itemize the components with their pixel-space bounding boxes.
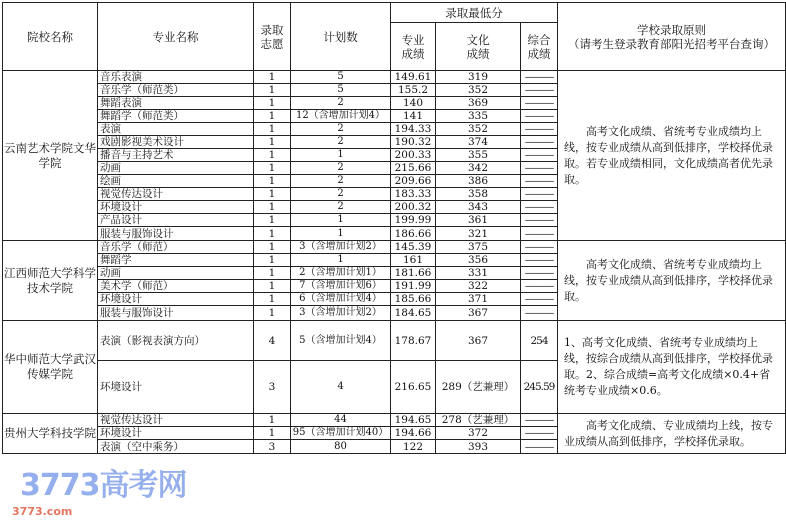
major-cell: 绘画 bbox=[98, 175, 254, 188]
pro-score-cell: 194.66 bbox=[391, 427, 436, 440]
culture-score-cell: 375 bbox=[436, 241, 521, 254]
school-name: 华中师范大学武汉传媒学院 bbox=[3, 321, 98, 414]
culture-score-cell: 321 bbox=[436, 227, 521, 241]
total-score-cell: ——— bbox=[521, 427, 558, 440]
plan-cell: 1 bbox=[291, 214, 391, 227]
pro-score-cell: 178.67 bbox=[391, 321, 436, 361]
plan-cell: 5 bbox=[291, 84, 391, 97]
total-score-cell: ——— bbox=[521, 201, 558, 214]
plan-cell: 7（含增加计划6） bbox=[291, 280, 391, 293]
pro-score-cell: 194.65 bbox=[391, 414, 436, 427]
choice-cell: 1 bbox=[254, 175, 291, 188]
total-score-cell: ——— bbox=[521, 267, 558, 280]
major-cell: 环境设计 bbox=[98, 293, 254, 306]
major-cell: 产品设计 bbox=[98, 214, 254, 227]
choice-cell: 1 bbox=[254, 241, 291, 254]
total-score-cell: ——— bbox=[521, 84, 558, 97]
pro-score-cell: 181.66 bbox=[391, 267, 436, 280]
pro-score-cell: 200.33 bbox=[391, 149, 436, 162]
major-cell: 环境设计 bbox=[98, 427, 254, 440]
pro-score-cell: 209.66 bbox=[391, 175, 436, 188]
culture-score-cell: 372 bbox=[436, 427, 521, 440]
total-score-cell: ——— bbox=[521, 123, 558, 136]
choice-cell: 1 bbox=[254, 71, 291, 84]
culture-score-cell: 343 bbox=[436, 201, 521, 214]
plan-cell: 1 bbox=[291, 227, 391, 241]
culture-score-cell: 356 bbox=[436, 254, 521, 267]
header-rule-title: 学校录取原则 bbox=[637, 22, 706, 37]
major-cell: 舞蹈表演 bbox=[98, 97, 254, 110]
header-school: 院校名称 bbox=[3, 3, 98, 71]
major-cell: 视觉传达设计 bbox=[98, 188, 254, 201]
major-cell: 表演 bbox=[98, 123, 254, 136]
plan-cell: 2 bbox=[291, 188, 391, 201]
major-cell: 表演（影视表演方向） bbox=[98, 321, 254, 361]
major-cell: 服装与服饰设计 bbox=[98, 227, 254, 241]
table-row bbox=[3, 321, 786, 361]
school-name: 贵州大学科技学院 bbox=[3, 414, 98, 454]
plan-cell: 6（含增加计划4） bbox=[291, 293, 391, 306]
pro-score-cell: 190.32 bbox=[391, 136, 436, 149]
watermark-url: 3773.com bbox=[12, 505, 73, 518]
total-score-cell: ——— bbox=[521, 280, 558, 293]
culture-score-cell: 393 bbox=[436, 440, 521, 454]
pro-score-cell: 191.99 bbox=[391, 280, 436, 293]
culture-score-cell: 374 bbox=[436, 136, 521, 149]
pro-score-cell: 149.61 bbox=[391, 71, 436, 84]
culture-score-cell: 361 bbox=[436, 214, 521, 227]
total-score-cell: ——— bbox=[521, 306, 558, 321]
total-score-cell: ——— bbox=[521, 293, 558, 306]
major-cell: 服装与服饰设计 bbox=[98, 306, 254, 321]
header-rule-sub: （请考生登录教育部阳光招考平台查询） bbox=[568, 36, 775, 51]
major-cell: 舞蹈学 bbox=[98, 254, 254, 267]
total-score-cell: ——— bbox=[521, 254, 558, 267]
admission-rule: 1、高考文化成绩、省统考专业成绩均上线，按综合成绩从高到低排序，学校择优录取。2、综合成绩=高考文化成绩×0.4+省统考专业成绩×0.6。 bbox=[558, 321, 786, 414]
total-score-cell: ——— bbox=[521, 188, 558, 201]
choice-cell: 1 bbox=[254, 306, 291, 321]
pro-score-cell: 141 bbox=[391, 110, 436, 123]
plan-cell: 2 bbox=[291, 97, 391, 110]
plan-cell: 3（含增加计划2） bbox=[291, 306, 391, 321]
major-cell: 播音与主持艺术 bbox=[98, 149, 254, 162]
pro-score-cell: 215.66 bbox=[391, 162, 436, 175]
choice-cell: 1 bbox=[254, 123, 291, 136]
plan-cell: 2 bbox=[291, 201, 391, 214]
plan-cell: 3（含增加计划2） bbox=[291, 241, 391, 254]
total-score-cell: ——— bbox=[521, 214, 558, 227]
total-score-cell: ——— bbox=[521, 241, 558, 254]
school-name: 云南艺术学院文华学院 bbox=[3, 71, 98, 241]
total-score-cell: ——— bbox=[521, 97, 558, 110]
culture-score-cell: 335 bbox=[436, 110, 521, 123]
culture-score-cell: 358 bbox=[436, 188, 521, 201]
choice-cell: 1 bbox=[254, 162, 291, 175]
pro-score-cell: 199.99 bbox=[391, 214, 436, 227]
choice-cell: 1 bbox=[254, 188, 291, 201]
culture-score-cell: 371 bbox=[436, 293, 521, 306]
choice-cell: 1 bbox=[254, 414, 291, 427]
admission-rule: 高考文化成绩、省统考专业成绩均上线，按专业成绩从高到低排序，学校择优录取。 bbox=[558, 241, 786, 321]
pro-score-cell: 122 bbox=[391, 440, 436, 454]
total-score-cell: ——— bbox=[521, 110, 558, 123]
plan-cell: 95（含增加计划40） bbox=[291, 427, 391, 440]
major-cell: 音乐学（师范） bbox=[98, 241, 254, 254]
choice-cell: 1 bbox=[254, 84, 291, 97]
pro-score-cell: 185.66 bbox=[391, 293, 436, 306]
plan-cell: 1 bbox=[291, 149, 391, 162]
pro-score-cell: 155.2 bbox=[391, 84, 436, 97]
major-cell: 戏剧影视美术设计 bbox=[98, 136, 254, 149]
choice-cell: 1 bbox=[254, 293, 291, 306]
admission-rule: 高考文化成绩、专业成绩均上线，按专业成绩从高到低排序，学校择优录取。 bbox=[558, 414, 786, 454]
plan-cell: 12（含增加计划4） bbox=[291, 110, 391, 123]
choice-cell: 1 bbox=[254, 201, 291, 214]
total-score-cell: ——— bbox=[521, 149, 558, 162]
header-culture: 文化成绩 bbox=[436, 23, 521, 71]
plan-cell: 2 bbox=[291, 123, 391, 136]
pro-score-cell: 183.33 bbox=[391, 188, 436, 201]
choice-cell: 1 bbox=[254, 97, 291, 110]
pro-score-cell: 216.65 bbox=[391, 361, 436, 414]
culture-score-cell: 369 bbox=[436, 97, 521, 110]
plan-cell: 2 bbox=[291, 162, 391, 175]
major-cell: 音乐学（师范类） bbox=[98, 84, 254, 97]
plan-cell: 4 bbox=[291, 361, 391, 414]
pro-score-cell: 200.32 bbox=[391, 201, 436, 214]
plan-cell: 1 bbox=[291, 254, 391, 267]
header-min-score: 录取最低分 bbox=[391, 3, 558, 23]
choice-cell: 1 bbox=[254, 254, 291, 267]
pro-score-cell: 161 bbox=[391, 254, 436, 267]
pro-score-cell: 186.66 bbox=[391, 227, 436, 241]
total-score-cell: ——— bbox=[521, 227, 558, 241]
total-score-cell: ——— bbox=[521, 414, 558, 427]
pro-score-cell: 140 bbox=[391, 97, 436, 110]
plan-cell: 44 bbox=[291, 414, 391, 427]
major-cell: 动画 bbox=[98, 162, 254, 175]
choice-cell: 1 bbox=[254, 149, 291, 162]
total-score-cell: ——— bbox=[521, 162, 558, 175]
culture-score-cell: 367 bbox=[436, 306, 521, 321]
total-score-cell: ——— bbox=[521, 136, 558, 149]
culture-score-cell: 367 bbox=[436, 321, 521, 361]
major-cell: 环境设计 bbox=[98, 361, 254, 414]
choice-cell: 1 bbox=[254, 214, 291, 227]
culture-score-cell: 352 bbox=[436, 123, 521, 136]
choice-cell: 1 bbox=[254, 280, 291, 293]
culture-score-cell: 322 bbox=[436, 280, 521, 293]
header-rule bbox=[558, 3, 786, 71]
choice-cell: 1 bbox=[254, 267, 291, 280]
table-row bbox=[3, 71, 786, 84]
pro-score-cell: 184.65 bbox=[391, 306, 436, 321]
plan-cell: 2 bbox=[291, 175, 391, 188]
major-cell: 环境设计 bbox=[98, 201, 254, 214]
header-major: 专业名称 bbox=[98, 3, 254, 71]
culture-score-cell: 352 bbox=[436, 84, 521, 97]
major-cell: 音乐表演 bbox=[98, 71, 254, 84]
choice-cell: 1 bbox=[254, 110, 291, 123]
culture-score-cell: 278（艺兼理） bbox=[436, 414, 521, 427]
plan-cell: 80 bbox=[291, 440, 391, 454]
plan-cell: 2（含增加计划1） bbox=[291, 267, 391, 280]
total-score-cell: 254 bbox=[521, 321, 558, 361]
pro-score-cell: 194.33 bbox=[391, 123, 436, 136]
choice-cell: 1 bbox=[254, 136, 291, 149]
plan-cell: 2 bbox=[291, 136, 391, 149]
table-row bbox=[3, 414, 786, 427]
header-pro: 专业成绩 bbox=[391, 23, 436, 71]
culture-score-cell: 289（艺兼理） bbox=[436, 361, 521, 414]
culture-score-cell: 355 bbox=[436, 149, 521, 162]
choice-cell: 4 bbox=[254, 321, 291, 361]
table-body bbox=[3, 71, 786, 454]
header-total: 综合成绩 bbox=[521, 23, 558, 71]
culture-score-cell: 319 bbox=[436, 71, 521, 84]
choice-cell: 1 bbox=[254, 227, 291, 241]
choice-cell: 3 bbox=[254, 440, 291, 454]
table-row bbox=[3, 241, 786, 254]
admission-rule: 高考文化成绩、省统考专业成绩均上线，按专业成绩从高到低排序，学校择优录取。若专业成绩相同，文化成绩高者优先录取。 bbox=[558, 71, 786, 241]
watermark-logo: 3773高考网 bbox=[20, 468, 187, 503]
total-score-cell: ——— bbox=[521, 175, 558, 188]
plan-cell: 5（含增加计划4） bbox=[291, 321, 391, 361]
admission-table bbox=[2, 2, 786, 454]
total-score-cell: ——— bbox=[521, 440, 558, 454]
major-cell: 视觉传达设计 bbox=[98, 414, 254, 427]
culture-score-cell: 331 bbox=[436, 267, 521, 280]
plan-cell: 5 bbox=[291, 71, 391, 84]
major-cell: 表演（空中乘务） bbox=[98, 440, 254, 454]
major-cell: 动画 bbox=[98, 267, 254, 280]
major-cell: 美术学（师范） bbox=[98, 280, 254, 293]
header-plan: 计划数 bbox=[291, 3, 391, 71]
choice-cell: 3 bbox=[254, 361, 291, 414]
choice-cell: 1 bbox=[254, 427, 291, 440]
total-score-cell: ——— bbox=[521, 71, 558, 84]
total-score-cell: 245.59 bbox=[521, 361, 558, 414]
school-name: 江西师范大学科学技术学院 bbox=[3, 241, 98, 321]
culture-score-cell: 386 bbox=[436, 175, 521, 188]
culture-score-cell: 342 bbox=[436, 162, 521, 175]
pro-score-cell: 145.39 bbox=[391, 241, 436, 254]
header-choice: 录取志愿 bbox=[254, 3, 291, 71]
major-cell: 舞蹈学（师范类） bbox=[98, 110, 254, 123]
